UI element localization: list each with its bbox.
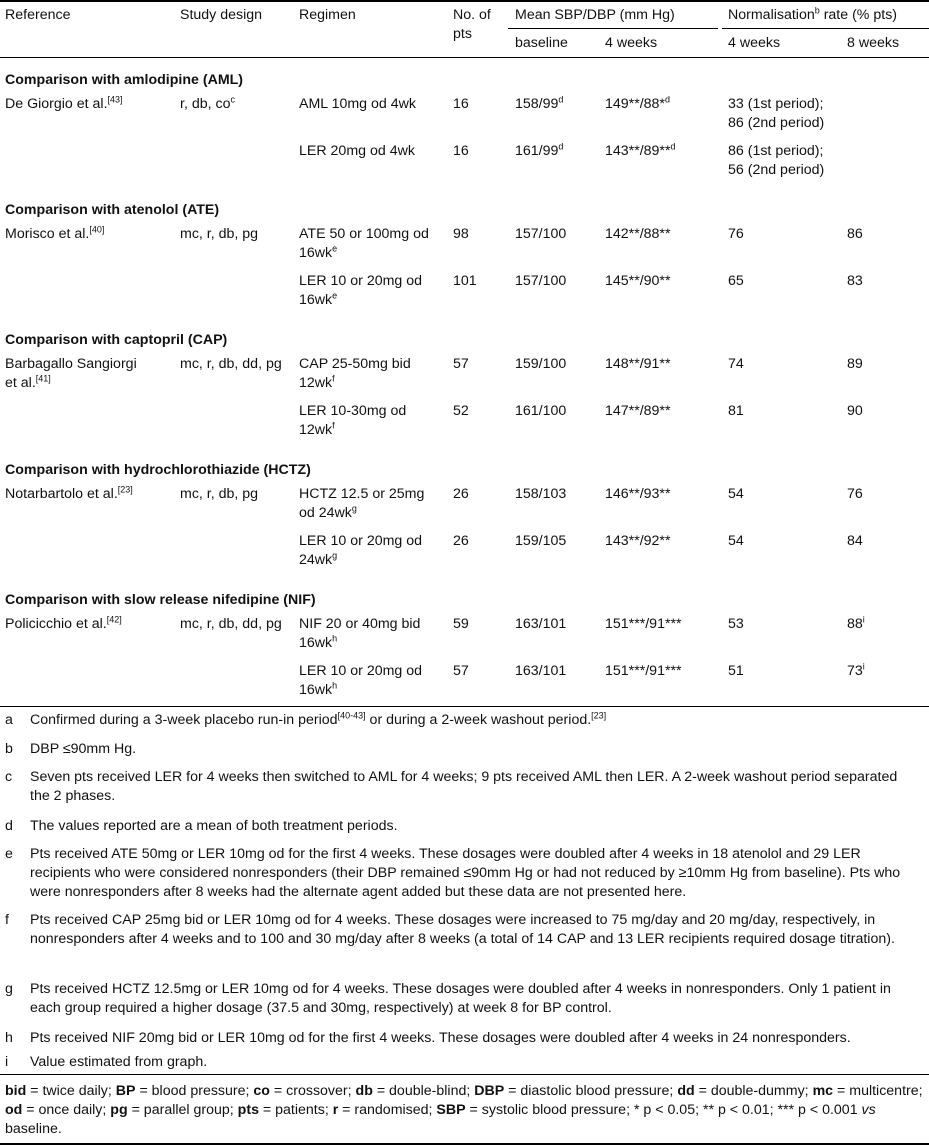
norm-4wk-value: 81 bbox=[728, 403, 744, 419]
header-text: pts bbox=[453, 26, 472, 42]
regimen-line bbox=[299, 485, 424, 504]
abbreviation-term: r bbox=[332, 1102, 339, 1118]
week4-cell bbox=[605, 485, 670, 504]
footnote-key: g bbox=[5, 981, 13, 997]
reference-text: et al. bbox=[5, 375, 36, 391]
section-title: Comparison with slow release nifedipine (NIF) bbox=[5, 592, 316, 608]
norm-4wk-value: 54 bbox=[728, 533, 744, 549]
abbreviation-definition: = randomised; bbox=[338, 1102, 437, 1118]
header-normalisation bbox=[728, 6, 897, 25]
header-text: 4 weeks bbox=[605, 35, 658, 51]
norm-4wk-cell bbox=[728, 95, 824, 133]
reference-text: Barbagallo Sangiorgi bbox=[5, 356, 137, 372]
norm-8wk-value: 84 bbox=[847, 533, 863, 549]
footnote-key: f bbox=[5, 912, 9, 928]
footnote-text-part: or during a 2-week washout period. bbox=[365, 712, 592, 728]
pts-value: 16 bbox=[453, 143, 469, 159]
norm-4wk-cell bbox=[728, 615, 744, 634]
footnote-key: a bbox=[5, 712, 13, 728]
regimen-line bbox=[299, 662, 422, 681]
abbreviation-term: BP bbox=[115, 1083, 136, 1099]
abbreviation-definition: baseline. bbox=[5, 1121, 62, 1137]
baseline-value: 159/100 bbox=[515, 356, 567, 372]
baseline-value: 161/100 bbox=[515, 403, 567, 419]
norm-4wk-value: 76 bbox=[728, 226, 744, 242]
regimen-line bbox=[299, 402, 406, 421]
week4-value: 151***/91*** bbox=[605, 663, 682, 679]
regimen-line bbox=[299, 551, 422, 570]
pts-value: 26 bbox=[453, 533, 469, 549]
regimen-text: LER 20mg od 4wk bbox=[299, 143, 415, 159]
rule-line bbox=[0, 706, 929, 707]
regimen-line bbox=[299, 355, 411, 374]
footnote-text-part: Pts received NIF 20mg bid or LER 10mg od for the first 4 weeks. These dosages were doubled after 4 weeks in 24 nonresponders. bbox=[30, 1030, 851, 1046]
reference-line bbox=[5, 615, 122, 634]
footnote-text bbox=[30, 911, 920, 949]
abbreviation-definition: = parallel group; bbox=[127, 1102, 238, 1118]
norm-4wk-cell bbox=[728, 272, 744, 291]
week4-cell bbox=[605, 142, 676, 161]
week4-cell bbox=[605, 615, 682, 634]
regimen-text: 16wk bbox=[299, 245, 333, 261]
header-subrule bbox=[722, 28, 929, 29]
baseline-value: 159/105 bbox=[515, 533, 567, 549]
citation: [40-43] bbox=[337, 710, 366, 721]
citation: [42] bbox=[106, 614, 122, 625]
baseline-cell bbox=[515, 95, 563, 114]
rule-line bbox=[0, 1074, 929, 1075]
header-text: Regimen bbox=[299, 7, 356, 23]
baseline-cell bbox=[515, 532, 566, 551]
footnote-text-part: Confirmed during a 3-week placebo run-in period bbox=[30, 712, 338, 728]
section-title: Comparison with captopril (CAP) bbox=[5, 332, 228, 348]
norm-8wk-cell bbox=[847, 532, 863, 551]
header-reference bbox=[5, 6, 70, 25]
norm-8wk-value: 83 bbox=[847, 273, 863, 289]
week4-value: 147**/89** bbox=[605, 403, 671, 419]
footnote-key: i bbox=[5, 1054, 9, 1070]
pts-cell bbox=[453, 272, 477, 291]
header-text: Reference bbox=[5, 7, 71, 23]
reference-text: Policicchio et al. bbox=[5, 616, 107, 632]
regimen-line bbox=[299, 225, 429, 244]
norm-4wk-value: 65 bbox=[728, 273, 744, 289]
header-baseline bbox=[515, 34, 568, 53]
footnote-key: d bbox=[5, 818, 13, 834]
week4-cell bbox=[605, 662, 682, 681]
footnote-text-part: Value estimated from graph. bbox=[30, 1054, 208, 1070]
baseline-cell bbox=[515, 402, 566, 421]
regimen-text: 16wk bbox=[299, 635, 333, 651]
norm-4wk-cell bbox=[728, 402, 744, 421]
regimen-text: 12wk bbox=[299, 375, 333, 391]
pts-value: 52 bbox=[453, 403, 469, 419]
regimen-cell bbox=[299, 402, 406, 440]
study-design-text: r, db, co bbox=[180, 96, 231, 112]
reference-cell bbox=[5, 615, 122, 634]
abbreviation-definition: = systolic blood pressure; * p < 0.05; ** p < 0.01; *** p < 0.001 bbox=[465, 1102, 862, 1118]
footnote bbox=[5, 711, 920, 730]
regimen-cell bbox=[299, 615, 420, 653]
footnote-text bbox=[30, 711, 920, 730]
footnote-ref: b bbox=[814, 5, 820, 16]
baseline-cell bbox=[515, 142, 563, 161]
abbreviation-term: mc bbox=[812, 1083, 834, 1099]
reference-line bbox=[5, 225, 104, 244]
reference-line bbox=[5, 355, 137, 374]
header-text: 8 weeks bbox=[847, 35, 900, 51]
norm-4wk-cell bbox=[728, 355, 744, 374]
pts-value: 98 bbox=[453, 226, 469, 242]
footnote-ref: d bbox=[558, 141, 564, 152]
norm-8wk-value: 89 bbox=[847, 356, 863, 372]
pts-cell bbox=[453, 225, 469, 244]
abbreviation-definition: = twice daily; bbox=[26, 1083, 116, 1099]
study-design-cell bbox=[180, 485, 258, 504]
baseline-value: 158/99 bbox=[515, 96, 559, 112]
footnote-ref: e bbox=[332, 290, 338, 301]
regimen-line bbox=[299, 142, 415, 161]
week4-value: 143**/92** bbox=[605, 533, 671, 549]
reference-line bbox=[5, 485, 133, 504]
abbreviation-term: vs bbox=[861, 1102, 876, 1118]
reference-line bbox=[5, 374, 137, 393]
baseline-value: 157/100 bbox=[515, 226, 567, 242]
week4-cell bbox=[605, 272, 670, 291]
baseline-value: 161/99 bbox=[515, 143, 559, 159]
study-design-text: mc, r, db, pg bbox=[180, 226, 259, 242]
baseline-cell bbox=[515, 355, 566, 374]
header-text: Normalisation bbox=[728, 7, 815, 23]
week4-value: 149**/88* bbox=[605, 96, 665, 112]
header-study-design bbox=[180, 6, 262, 25]
norm-8wk-cell bbox=[847, 225, 863, 244]
footnote bbox=[5, 845, 920, 902]
footnote-ref: i bbox=[862, 614, 865, 625]
regimen-text: LER 10 or 20mg od bbox=[299, 663, 423, 679]
norm-8wk-cell bbox=[847, 272, 863, 291]
footnote-text-part: Pts received CAP 25mg bid or LER 10mg od for 4 weeks. These dosages were increased to 75 mg/day and 20 mg/day, respectively, in nonresponders after 4 weeks and to 100 and 30 mg/day after 8 weeks (a total of 14 CAP and 13 LER recipients required dosage titration). bbox=[30, 912, 895, 947]
norm-4wk-value: 74 bbox=[728, 356, 744, 372]
regimen-line bbox=[299, 532, 422, 551]
footnote-ref: h bbox=[332, 680, 338, 691]
study-design-cell bbox=[180, 95, 235, 114]
section-title: Comparison with atenolol (ATE) bbox=[5, 202, 220, 218]
reference-line bbox=[5, 95, 123, 114]
footnote-ref: h bbox=[332, 633, 338, 644]
pts-cell bbox=[453, 355, 469, 374]
regimen-line bbox=[299, 95, 416, 114]
week4-value: 148**/91** bbox=[605, 356, 671, 372]
reference-text: Morisco et al. bbox=[5, 226, 90, 242]
header-text: rate (% pts) bbox=[819, 7, 898, 23]
header-subrule bbox=[508, 28, 718, 29]
norm-4wk-cell bbox=[728, 532, 744, 551]
norm-4wk-value: 86 (2nd period) bbox=[728, 115, 825, 131]
citation: [40] bbox=[89, 224, 105, 235]
reference-text: Notarbartolo et al. bbox=[5, 486, 118, 502]
footnote-key: e bbox=[5, 846, 13, 862]
abbreviation-definition: = patients; bbox=[258, 1102, 333, 1118]
norm-8wk-cell bbox=[847, 355, 863, 374]
study-design-cell bbox=[180, 355, 282, 374]
regimen-cell bbox=[299, 355, 411, 393]
header-text: No. of bbox=[453, 7, 491, 23]
footnote-text bbox=[30, 845, 920, 902]
baseline-cell bbox=[515, 615, 566, 634]
reference-cell bbox=[5, 485, 133, 504]
footnote-text-part: Pts received ATE 50mg or LER 10mg od for the first 4 weeks. These dosages were doubled after 4 weeks in 18 atenolol and 29 LER recipients who were considered nonresponders (their DBP remained ≤90mm Hg or had not reduced by ≥10mm Hg from baseline). Pts who were nonresponders after 8 weeks had the alternate agent added but these data are not presented here. bbox=[30, 846, 901, 900]
header-norm-8weeks bbox=[847, 34, 899, 53]
reference-cell bbox=[5, 95, 123, 114]
section-title: Comparison with hydrochlorothiazide (HCTZ) bbox=[5, 462, 311, 478]
regimen-cell bbox=[299, 225, 429, 263]
pts-cell bbox=[453, 615, 469, 634]
abbreviation-term: od bbox=[5, 1102, 23, 1118]
footnote bbox=[5, 1029, 920, 1048]
norm-4wk-value: 54 bbox=[728, 486, 744, 502]
norm-8wk-value: 88 bbox=[847, 616, 863, 632]
regimen-text: 24wk bbox=[299, 552, 333, 568]
footnote-text bbox=[30, 1029, 920, 1048]
abbreviation-term: DBP bbox=[474, 1083, 505, 1099]
norm-4wk-cell bbox=[728, 225, 744, 244]
norm-4wk-cell bbox=[728, 485, 744, 504]
pts-cell bbox=[453, 485, 469, 504]
abbreviation-term: pts bbox=[237, 1102, 259, 1118]
norm-4wk-value: 53 bbox=[728, 616, 744, 632]
week4-value: 142**/88** bbox=[605, 226, 671, 242]
citation: [23] bbox=[117, 484, 133, 495]
rule-line bbox=[0, 0, 929, 2]
footnote-ref: g bbox=[351, 503, 357, 514]
footnote-text bbox=[30, 980, 920, 1018]
reference-cell bbox=[5, 225, 104, 244]
norm-8wk-value: 76 bbox=[847, 486, 863, 502]
pts-value: 26 bbox=[453, 486, 469, 502]
regimen-line bbox=[299, 504, 424, 523]
regimen-text: 12wk bbox=[299, 422, 333, 438]
regimen-text: od 24wk bbox=[299, 505, 352, 521]
citation: [41] bbox=[35, 373, 51, 384]
norm-8wk-value: 73 bbox=[847, 663, 863, 679]
week4-value: 146**/93** bbox=[605, 486, 671, 502]
footnote-text-part: The values reported are a mean of both treatment periods. bbox=[30, 818, 398, 834]
footnote-ref: i bbox=[862, 661, 865, 672]
week4-cell bbox=[605, 402, 670, 421]
norm-4wk-value: 86 (1st period); bbox=[728, 143, 824, 159]
footnote-text-part: DBP ≤90mm Hg. bbox=[30, 741, 137, 757]
header-text: Mean SBP/DBP (mm Hg) bbox=[515, 7, 675, 23]
regimen-line bbox=[299, 244, 429, 263]
footnote bbox=[5, 980, 920, 1018]
footnote-key: c bbox=[5, 769, 13, 785]
header-norm-4weeks bbox=[728, 34, 780, 53]
pts-cell bbox=[453, 532, 469, 551]
pts-value: 16 bbox=[453, 96, 469, 112]
baseline-cell bbox=[515, 225, 566, 244]
regimen-line bbox=[299, 681, 422, 700]
footnote-ref: g bbox=[332, 550, 338, 561]
study-design-text: mc, r, db, pg bbox=[180, 486, 259, 502]
regimen-cell bbox=[299, 95, 416, 114]
study-design-text: mc, r, db, dd, pg bbox=[180, 616, 282, 632]
header-text: baseline bbox=[515, 35, 568, 51]
week4-cell bbox=[605, 355, 670, 374]
abbreviation-definition: = double-dummy; bbox=[694, 1083, 813, 1099]
abbreviations bbox=[5, 1082, 925, 1139]
norm-4wk-value: 56 (2nd period) bbox=[728, 162, 825, 178]
regimen-text: CAP 25-50mg bid bbox=[299, 356, 411, 372]
week4-value: 151***/91*** bbox=[605, 616, 682, 632]
pts-value: 57 bbox=[453, 356, 469, 372]
regimen-text: LER 10-30mg od bbox=[299, 403, 407, 419]
regimen-line bbox=[299, 615, 420, 634]
rule-line bbox=[0, 1143, 929, 1145]
norm-8wk-value: 86 bbox=[847, 226, 863, 242]
abbreviation-definition: = crossover; bbox=[269, 1083, 356, 1099]
week4-cell bbox=[605, 532, 670, 551]
abbreviation-term: db bbox=[355, 1083, 373, 1099]
citation: [23] bbox=[591, 710, 607, 721]
pts-cell bbox=[453, 662, 469, 681]
study-design-cell bbox=[180, 615, 282, 634]
abbreviation-term: pg bbox=[110, 1102, 128, 1118]
abbreviation-term: dd bbox=[677, 1083, 695, 1099]
week4-value: 145**/90** bbox=[605, 273, 671, 289]
regimen-line bbox=[299, 291, 422, 310]
regimen-line bbox=[299, 272, 422, 291]
week4-cell bbox=[605, 225, 670, 244]
header-4weeks bbox=[605, 34, 657, 53]
abbreviation-definition: = double-blind; bbox=[372, 1083, 475, 1099]
abbreviation-definition: = once daily; bbox=[22, 1102, 111, 1118]
regimen-text: 16wk bbox=[299, 292, 333, 308]
regimen-text: AML 10mg od 4wk bbox=[299, 96, 416, 112]
regimen-cell bbox=[299, 532, 422, 570]
baseline-value: 157/100 bbox=[515, 273, 567, 289]
baseline-cell bbox=[515, 272, 566, 291]
abbreviation-term: bid bbox=[5, 1083, 27, 1099]
regimen-text: LER 10 or 20mg od bbox=[299, 533, 423, 549]
regimen-line bbox=[299, 634, 420, 653]
header-no-pts bbox=[453, 6, 491, 44]
pts-value: 59 bbox=[453, 616, 469, 632]
norm-8wk-value: 90 bbox=[847, 403, 863, 419]
footnote-text-part: Seven pts received LER for 4 weeks then switched to AML for 4 weeks; 9 pts received AML then LER. A 2-week washout period separated the 2 phases. bbox=[30, 769, 898, 804]
footnote-ref: f bbox=[332, 373, 335, 384]
citation: [43] bbox=[107, 94, 123, 105]
norm-8wk-cell bbox=[847, 485, 863, 504]
pts-value: 57 bbox=[453, 663, 469, 679]
footnote-ref: d bbox=[558, 94, 564, 105]
baseline-value: 158/103 bbox=[515, 486, 567, 502]
footnote bbox=[5, 911, 920, 949]
norm-4wk-cell bbox=[728, 142, 824, 180]
regimen-text: NIF 20 or 40mg bid bbox=[299, 616, 421, 632]
header-text: 4 weeks bbox=[728, 35, 781, 51]
footnote-ref: c bbox=[230, 94, 235, 105]
baseline-value: 163/101 bbox=[515, 663, 567, 679]
header-text: Study design bbox=[180, 7, 263, 23]
footnote-key: b bbox=[5, 741, 13, 757]
baseline-cell bbox=[515, 485, 566, 504]
header-regimen bbox=[299, 6, 356, 25]
footnote-ref: d bbox=[670, 141, 676, 152]
footnote-text-part: Pts received HCTZ 12.5mg or LER 10mg od for 4 weeks. These dosages were doubled after 4 weeks in nonresponders. Only 1 patient in each group required a higher dosage (37.5 and 30mg, respectively) at week 8 for BP control. bbox=[30, 981, 891, 1016]
baseline-value: 163/101 bbox=[515, 616, 567, 632]
week4-cell bbox=[605, 95, 670, 114]
regimen-text: HCTZ 12.5 or 25mg bbox=[299, 486, 425, 502]
norm-4wk-value: 51 bbox=[728, 663, 744, 679]
norm-8wk-cell bbox=[847, 402, 863, 421]
footnote-ref: d bbox=[664, 94, 670, 105]
abbreviation-term: co bbox=[253, 1083, 270, 1099]
norm-4wk-value: 33 (1st period); bbox=[728, 96, 824, 112]
footnote-ref: f bbox=[332, 420, 335, 431]
footnote-text bbox=[30, 1053, 920, 1072]
header-mean-bp bbox=[515, 6, 675, 25]
pts-cell bbox=[453, 95, 469, 114]
footnote bbox=[5, 740, 920, 759]
regimen-text: 16wk bbox=[299, 682, 333, 698]
pts-cell bbox=[453, 402, 469, 421]
regimen-text: LER 10 or 20mg od bbox=[299, 273, 423, 289]
norm-8wk-cell bbox=[847, 662, 865, 681]
section-title: Comparison with amlodipine (AML) bbox=[5, 72, 244, 88]
footnote-ref: e bbox=[332, 243, 338, 254]
regimen-cell bbox=[299, 662, 422, 700]
footnote-text bbox=[30, 817, 920, 836]
footnote-text bbox=[30, 768, 920, 806]
baseline-cell bbox=[515, 662, 566, 681]
regimen-cell bbox=[299, 485, 424, 523]
rule-line bbox=[0, 57, 929, 58]
abbreviation-definition: = diastolic blood pressure; bbox=[504, 1083, 678, 1099]
footnote bbox=[5, 817, 920, 836]
footnote-key: h bbox=[5, 1030, 13, 1046]
reference-cell bbox=[5, 355, 137, 393]
footnote bbox=[5, 768, 920, 806]
regimen-cell bbox=[299, 272, 422, 310]
abbreviation-definition: = multicentre; bbox=[833, 1083, 923, 1099]
reference-text: De Giorgio et al. bbox=[5, 96, 108, 112]
pts-value: 101 bbox=[453, 273, 477, 289]
regimen-line bbox=[299, 421, 406, 440]
study-design-cell bbox=[180, 225, 258, 244]
regimen-cell bbox=[299, 142, 415, 161]
norm-4wk-cell bbox=[728, 662, 744, 681]
footnote bbox=[5, 1053, 920, 1072]
regimen-text: ATE 50 or 100mg od bbox=[299, 226, 429, 242]
study-design-text: mc, r, db, dd, pg bbox=[180, 356, 282, 372]
pts-cell bbox=[453, 142, 469, 161]
week4-value: 143**/89** bbox=[605, 143, 671, 159]
abbreviation-term: SBP bbox=[436, 1102, 466, 1118]
footnote-text bbox=[30, 740, 920, 759]
regimen-line bbox=[299, 374, 411, 393]
abbreviation-definition: = blood pressure; bbox=[135, 1083, 254, 1099]
norm-8wk-cell bbox=[847, 615, 865, 634]
